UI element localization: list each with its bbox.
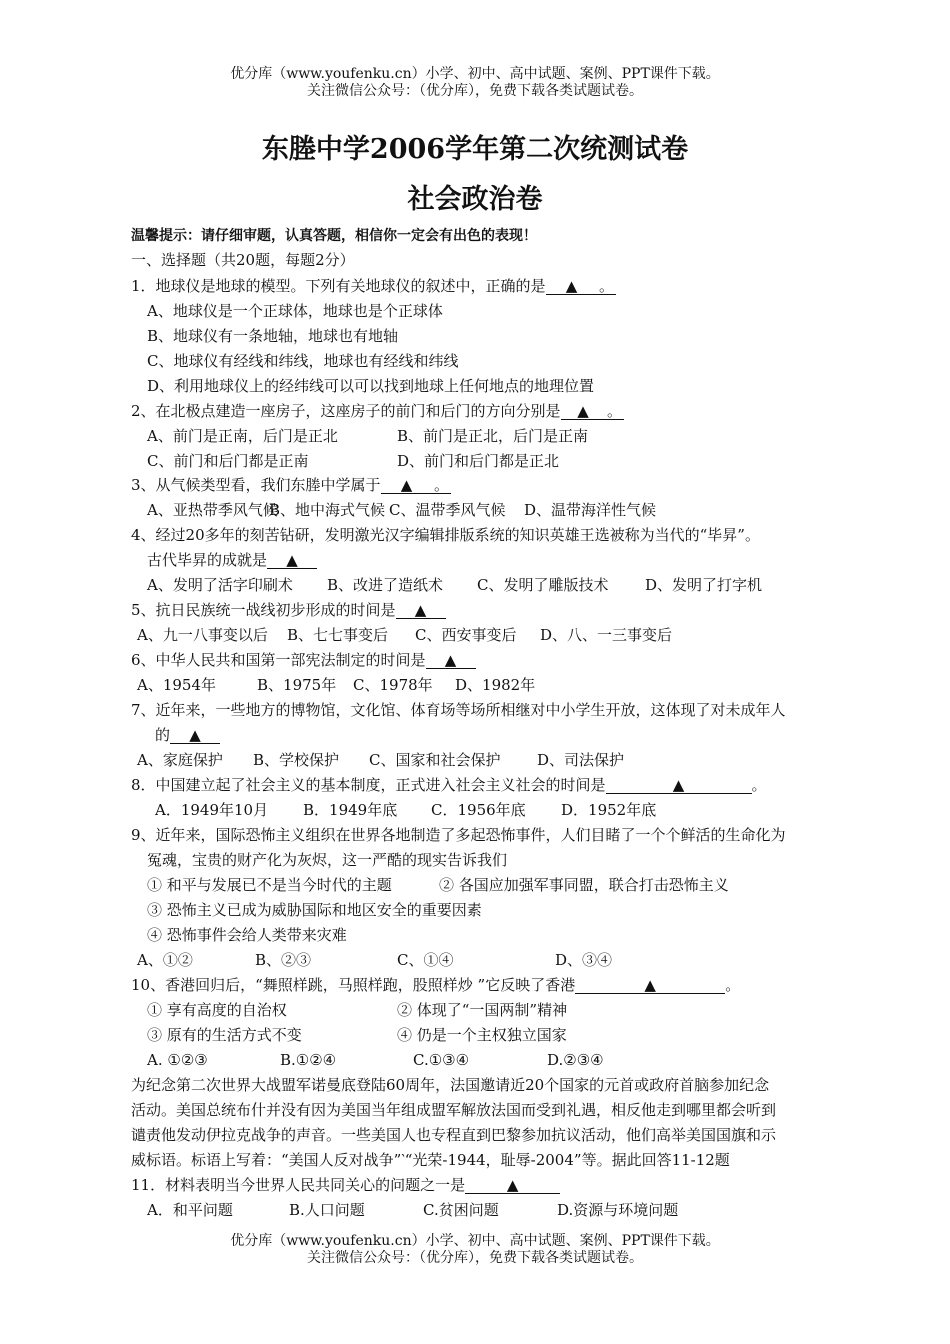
question-9-stem-cont: 冤魂，宝贵的财产化为灰烬，这一严酷的现实告诉我们 (147, 851, 508, 869)
option-c: C、①④ (397, 951, 454, 969)
question-10-options (147, 1050, 604, 1070)
option-c: C．1956年底 (431, 801, 526, 819)
question-9-statements-12 (147, 875, 729, 895)
option-d: D、③④ (555, 951, 613, 969)
option-b: B.人口问题 (289, 1201, 365, 1219)
option-a: A、亚热带季风气候 (147, 501, 278, 519)
marker-icon: ▲ (577, 402, 589, 420)
option-b: B、改进了造纸术 (327, 576, 444, 594)
option-b: B、前门是正北，后门是正南 (397, 427, 589, 445)
marker-icon: ▲ (644, 976, 656, 994)
question-end: 。 (599, 277, 615, 295)
question-end: 。 (751, 776, 767, 794)
section-heading: 一、选择题（共20题，每题2分） (131, 251, 355, 269)
footer-line-1: 优分库（www.youfenku.cn）小学、初中、高中试题、案例、PPT课件下载。 (230, 1233, 720, 1249)
tip-text: 温馨提示：请仔细审题，认真答题，相信你一定会有出色的表现！ (131, 228, 537, 244)
marker-icon: ▲ (414, 601, 427, 619)
question-11-options (147, 1200, 678, 1220)
question-stem-text: 2、在北极点建造一座房子，这座房子的前门和后门的方向分别是 (131, 402, 561, 420)
question-end: 。 (725, 976, 741, 994)
question-stem-text: 3、从气候类型看，我们东塍中学属于 (131, 476, 381, 494)
question-1-stem (131, 276, 616, 296)
question-9-options (137, 950, 612, 970)
question-7-options (137, 750, 624, 770)
passage-line-4: 威标语。标语上写着：“美国人反对战争”‵“光荣-1944，耻辱-2004”等。据此回答11-12题 (131, 1151, 730, 1169)
question-6-stem (131, 650, 476, 670)
question-7-stem: 7、近年来，一些地方的博物馆，文化馆、体育场等场所相继对中小学生开放，这体现了对未成年人 (131, 701, 786, 719)
page-subtitle: 社会政治卷 (407, 184, 543, 215)
question-2-options-ab (147, 426, 588, 446)
question-4-stem-cont (147, 550, 317, 570)
option-a: A、1954年 (137, 676, 217, 694)
option-a: A．和平问题 (147, 1201, 233, 1219)
question-stem-text: 的 (155, 726, 171, 744)
question-9-statement-3: ③ 恐怖主义已成为威胁国际和地区安全的重要因素 (147, 901, 482, 919)
question-end: 。 (434, 476, 450, 494)
answer-blank (267, 552, 317, 569)
question-3-options (147, 500, 656, 520)
question-6-options (137, 675, 535, 695)
passage-line-2: 活动。美国总统布什并没有因为美国当年组成盟军解放法国而受到礼遇，相反他走到哪里都会听到 (131, 1101, 777, 1119)
option-c: C.贫困问题 (423, 1201, 499, 1219)
answer-blank (465, 1177, 560, 1194)
option-b: B、七七事变后 (287, 626, 389, 644)
question-stem-text: 古代毕昇的成就是 (147, 551, 268, 569)
option-a: A、九一八事变以后 (137, 626, 268, 644)
statement-1: ① 享有高度的自治权 (147, 1001, 287, 1019)
option-b: B、学校保护 (253, 751, 340, 769)
marker-icon: ▲ (286, 551, 298, 569)
answer-blank (381, 477, 433, 494)
question-1-option-b: B、地球仪有一条地轴，地球也有地轴 (147, 327, 399, 345)
statement-4: ④ 仍是一个主权独立国家 (397, 1026, 567, 1044)
question-1-option-a: A、地球仪是一个正球体，地球也是个正球体 (147, 302, 443, 320)
question-2-options-cd (147, 451, 559, 471)
question-5-stem (131, 600, 446, 620)
marker-icon: ▲ (189, 726, 201, 744)
option-d: D、1982年 (455, 676, 536, 694)
question-stem-text: 11．材料表明当今世界人民共同关心的问题之一是 (131, 1176, 466, 1194)
option-d: D.资源与环境问题 (557, 1201, 679, 1219)
question-end: 。 (607, 402, 623, 420)
statement-1: ① 和平与发展已不是当今时代的主题 (147, 876, 392, 894)
question-stem-text: 10、香港回归后，“舞照样跳，马照样跑，股照样炒 ”它反映了香港 (131, 976, 576, 994)
option-a: A、发明了活字印刷术 (147, 576, 293, 594)
option-d: D、司法保护 (537, 751, 625, 769)
passage-line-3: 谴责他发动伊拉克战争的声音。一些美国人也专程直到巴黎参加抗议活动，他们高举美国国旗和示 (131, 1126, 777, 1144)
option-a: A．1949年10月 (155, 801, 269, 819)
question-10-statements-12 (147, 1000, 567, 1020)
option-d: D.②③④ (547, 1051, 604, 1069)
option-c: C、前门和后门都是正南 (147, 452, 309, 470)
marker-icon: ▲ (565, 277, 578, 295)
question-11-stem (131, 1175, 560, 1195)
marker-icon: ▲ (400, 476, 413, 494)
option-d: D．1952年底 (561, 801, 657, 819)
answer-blank (396, 602, 446, 619)
option-b: B、②③ (255, 951, 312, 969)
option-a: A. ①②③ (147, 1051, 208, 1069)
header-line-1: 优分库（www.youfenku.cn）小学、初中、高中试题、案例、PPT课件下载。 (230, 66, 720, 82)
option-b: B.①②④ (280, 1051, 337, 1069)
statement-3: ③ 原有的生活方式不变 (147, 1026, 302, 1044)
answer-blank (546, 278, 598, 295)
option-a: A、家庭保护 (137, 751, 223, 769)
option-d: D、温带海洋性气候 (524, 501, 657, 519)
option-c: C、1978年 (353, 676, 433, 694)
question-5-options (137, 625, 672, 645)
page-title: 东塍中学2006学年第二次统测试卷 (261, 134, 689, 165)
option-d: D、前门和后门都是正北 (397, 452, 560, 470)
option-c: C、发明了雕版技术 (477, 576, 609, 594)
option-c: C、国家和社会保护 (369, 751, 501, 769)
question-stem-text: 8．中国建立起了社会主义的基本制度，正式进入社会主义社会的时间是 (131, 776, 606, 794)
question-8-options (155, 800, 656, 820)
question-4-stem: 4、经过20多年的刻苦钻研，发明激光汉字编辑排版系统的知识英雄王选被称为当代的“毕昇”。 (131, 526, 760, 544)
answer-blank (575, 977, 725, 994)
question-3-stem (131, 475, 451, 495)
option-d: D、八、一三事变后 (540, 626, 673, 644)
answer-blank (561, 403, 606, 420)
answer-blank (170, 727, 220, 744)
header-line-2: 关注微信公众号：（优分库），免费下载各类试题试卷。 (307, 83, 643, 99)
question-2-stem (131, 401, 624, 421)
marker-icon: ▲ (672, 776, 685, 794)
option-a: A、前门是正南，后门是正北 (147, 427, 338, 445)
question-4-options (147, 575, 762, 595)
answer-blank (606, 777, 752, 794)
option-d: D、发明了打字机 (645, 576, 763, 594)
question-9-stem: 9、近年来，国际恐怖主义组织在世界各地制造了多起恐怖事件，人们目睹了一个个鲜活的生命化为 (131, 826, 786, 844)
question-8-stem (131, 775, 767, 795)
option-c: C.①③④ (413, 1051, 470, 1069)
option-c: C、西安事变后 (415, 626, 517, 644)
option-a: A、①② (137, 951, 193, 969)
option-c: C、温带季风气候 (389, 501, 506, 519)
answer-blank (426, 652, 476, 669)
option-b: B、地中海式气候 (269, 501, 386, 519)
question-1-option-d: D、利用地球仪上的经纬线可以可以找到地球上任何地点的地理位置 (147, 377, 595, 395)
passage-line-1: 为纪念第二次世界大战盟军诺曼底登陆60周年，法国邀请近20个国家的元首或政府首脑参加纪念 (131, 1076, 770, 1094)
question-1-option-c: C、地球仪有经线和纬线，地球也有经线和纬线 (147, 352, 459, 370)
question-stem-text: 1．地球仪是地球的模型。下列有关地球仪的叙述中，正确的是 (131, 277, 546, 295)
question-stem-text: 5、抗日民族统一战线初步形成的时间是 (131, 601, 396, 619)
question-stem-text: 6、中华人民共和国第一部宪法制定的时间是 (131, 651, 426, 669)
footer-line-2: 关注微信公众号：（优分库），免费下载各类试题试卷。 (307, 1250, 643, 1266)
question-7-stem-cont (155, 725, 220, 745)
marker-icon: ▲ (444, 651, 457, 669)
statement-2: ② 体现了“一国两制”精神 (397, 1001, 568, 1019)
question-10-stem (131, 975, 740, 995)
question-9-statement-4: ④ 恐怖事件会给人类带来灾难 (147, 926, 347, 944)
option-b: B、1975年 (257, 676, 337, 694)
marker-icon: ▲ (506, 1176, 519, 1194)
option-b: B．1949年底 (303, 801, 398, 819)
statement-2: ② 各国应加强军事同盟，联合打击恐怖主义 (439, 876, 729, 894)
question-10-statements-34 (147, 1025, 567, 1045)
